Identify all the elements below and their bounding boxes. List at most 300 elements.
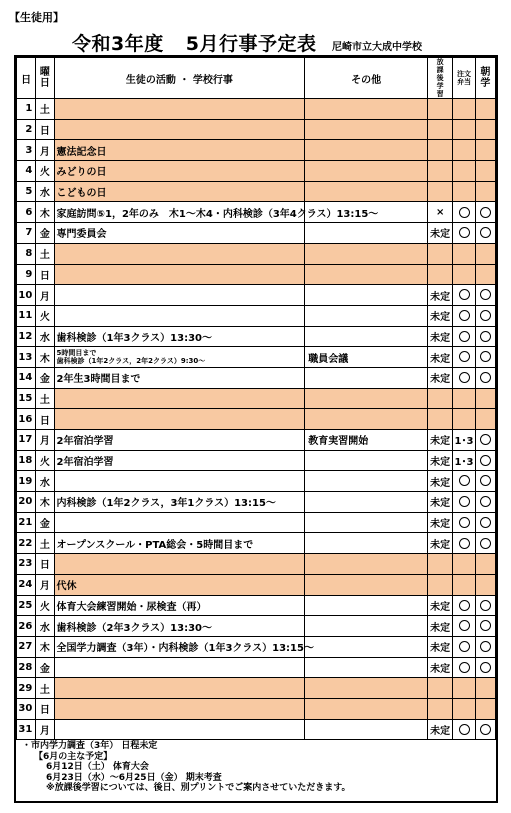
- other-cell: [305, 326, 428, 347]
- title-year: 令和3年度: [72, 33, 164, 55]
- weekday: 土: [36, 243, 54, 264]
- day-row: [17, 492, 496, 513]
- day-number: 29: [17, 678, 36, 699]
- weekday: 月: [36, 285, 54, 306]
- bento-cell: [453, 119, 475, 140]
- other-cell: [305, 450, 428, 471]
- after-school-cell: 未定: [427, 533, 452, 554]
- circle-mark-icon: [459, 475, 470, 486]
- after-school-cell: 未定: [427, 367, 452, 388]
- other-cell: [305, 243, 428, 264]
- day-row: [17, 471, 496, 492]
- breakfast-cell: [475, 326, 495, 347]
- day-number: 2: [17, 119, 36, 140]
- weekday: 土: [36, 678, 54, 699]
- after-school-cell: [427, 119, 452, 140]
- breakfast-cell: [475, 719, 495, 740]
- after-school-cell: [427, 409, 452, 430]
- day-row: [17, 698, 496, 719]
- day-row: [17, 636, 496, 657]
- day-number: 18: [17, 450, 36, 471]
- weekday: 木: [36, 636, 54, 657]
- day-row: [17, 388, 496, 409]
- after-school-cell: 未定: [427, 450, 452, 471]
- day-number: 17: [17, 430, 36, 451]
- circle-mark-icon: [459, 538, 470, 549]
- other-cell: [305, 657, 428, 678]
- breakfast-cell: [475, 140, 495, 161]
- activity-cell: みどりの日: [54, 161, 305, 182]
- circle-mark-icon: [459, 372, 470, 383]
- weekday: 日: [36, 264, 54, 285]
- circle-mark-icon: [480, 331, 491, 342]
- day-number: 27: [17, 636, 36, 657]
- breakfast-cell: [475, 223, 495, 244]
- after-school-cell: 未定: [427, 512, 452, 533]
- school-name: 尼崎市立大成中学校: [332, 42, 422, 53]
- other-cell: [305, 161, 428, 182]
- weekday: 金: [36, 657, 54, 678]
- activity-line: 5時間目まで: [56, 349, 97, 358]
- after-school-cell: [427, 574, 452, 595]
- weekday: 日: [36, 554, 54, 575]
- day-number: 12: [17, 326, 36, 347]
- circle-mark-icon: [480, 517, 491, 528]
- other-cell: [305, 223, 428, 244]
- bento-cell: [453, 264, 475, 285]
- other-cell: [305, 305, 428, 326]
- circle-mark-icon: [459, 310, 470, 321]
- activity-cell: 歯科検診（2年3クラス）13:30～: [54, 616, 305, 637]
- bento-cell: [453, 326, 475, 347]
- breakfast-cell: [475, 657, 495, 678]
- after-school-cell: [427, 140, 452, 161]
- footer-note: ※放課後学習については、後日、別プリントでご案内させていただきます。: [46, 783, 351, 793]
- after-school-cell: 未定: [427, 223, 452, 244]
- other-cell: [305, 367, 428, 388]
- activity-cell: 内科検診（1年2クラス，3年1クラス）13:15～: [54, 492, 305, 513]
- day-number: 23: [17, 554, 36, 575]
- weekday: 木: [36, 347, 54, 368]
- weekday: 水: [36, 326, 54, 347]
- day-row: [17, 223, 496, 244]
- breakfast-cell: [475, 450, 495, 471]
- footer-notes: [16, 741, 492, 794]
- day-number: 8: [17, 243, 36, 264]
- circle-mark-icon: [459, 289, 470, 300]
- day-number: 15: [17, 388, 36, 409]
- day-number: 6: [17, 202, 36, 223]
- circle-mark-icon: [480, 310, 491, 321]
- day-number: 11: [17, 305, 36, 326]
- day-number: 16: [17, 409, 36, 430]
- breakfast-cell: [475, 678, 495, 699]
- after-school-cell: 未定: [427, 492, 452, 513]
- bento-cell: [453, 223, 475, 244]
- day-number: 31: [17, 719, 36, 740]
- weekday: 土: [36, 388, 54, 409]
- after-school-cell: 未定: [427, 595, 452, 616]
- activity-cell: [54, 554, 305, 575]
- circle-mark-icon: [480, 289, 491, 300]
- day-number: 3: [17, 140, 36, 161]
- weekday: 木: [36, 202, 54, 223]
- day-row: [17, 367, 496, 388]
- circle-mark-icon: [459, 331, 470, 342]
- breakfast-cell: [475, 409, 495, 430]
- circle-mark-icon: [480, 538, 491, 549]
- other-cell: [305, 285, 428, 306]
- weekday: 月: [36, 574, 54, 595]
- breakfast-cell: [475, 243, 495, 264]
- day-row: [17, 533, 496, 554]
- breakfast-cell: [475, 264, 495, 285]
- other-cell: [305, 181, 428, 202]
- weekday: 月: [36, 719, 54, 740]
- other-cell: [305, 492, 428, 513]
- weekday: 土: [36, 533, 54, 554]
- other-cell: [305, 574, 428, 595]
- activity-cell: 専門委員会: [54, 223, 305, 244]
- activity-cell: 家庭訪問⑤1，2年のみ 木1～木4・内科検診（3年4クラス）13:15～: [54, 202, 305, 223]
- bento-cell: [453, 574, 475, 595]
- circle-mark-icon: [459, 600, 470, 611]
- activity-cell: [54, 243, 305, 264]
- other-cell: [305, 409, 428, 430]
- weekday: 金: [36, 512, 54, 533]
- activity-cell: [54, 119, 305, 140]
- footer-note: ・市内学力調査（3年） 日程未定: [22, 741, 158, 751]
- activity-cell: 体育大会練習開始・尿検査（再）: [54, 595, 305, 616]
- other-cell: [305, 719, 428, 740]
- day-row: [17, 243, 496, 264]
- activity-cell: 代休: [54, 574, 305, 595]
- day-row: [17, 119, 496, 140]
- other-cell: [305, 99, 428, 120]
- after-school-cell: [427, 554, 452, 575]
- bento-cell: [453, 161, 475, 182]
- after-school-cell: [427, 264, 452, 285]
- activity-cell: [54, 285, 305, 306]
- day-number: 1: [17, 99, 36, 120]
- circle-mark-icon: [459, 496, 470, 507]
- weekday: 日: [36, 698, 54, 719]
- footer-note: 6月12日（土） 体育大会: [46, 762, 149, 772]
- title-name: 5月行事予定表: [185, 33, 317, 55]
- after-school-cell: 未定: [427, 347, 452, 368]
- day-number: 13: [17, 347, 36, 368]
- bento-cell: [453, 471, 475, 492]
- breakfast-cell: [475, 202, 495, 223]
- breakfast-cell: [475, 119, 495, 140]
- bento-cell: 1･3: [453, 450, 475, 471]
- activity-cell: [54, 657, 305, 678]
- after-school-cell: 未定: [427, 285, 452, 306]
- after-school-cell: ×: [427, 202, 452, 223]
- circle-mark-icon: [480, 227, 491, 238]
- day-row: [17, 181, 496, 202]
- day-row: [17, 285, 496, 306]
- day-row: [17, 264, 496, 285]
- day-row: [17, 326, 496, 347]
- day-number: 28: [17, 657, 36, 678]
- breakfast-cell: [475, 616, 495, 637]
- activity-cell: 全国学力調査（3年）・内科検診（1年3クラス）13:15～: [54, 636, 305, 657]
- day-number: 25: [17, 595, 36, 616]
- day-row: [17, 99, 496, 120]
- header-breakfast: 朝 学: [475, 58, 495, 99]
- bento-cell: [453, 140, 475, 161]
- other-cell: [305, 636, 428, 657]
- after-school-cell: [427, 243, 452, 264]
- after-school-cell: [427, 181, 452, 202]
- weekday: 火: [36, 595, 54, 616]
- activity-cell: [54, 409, 305, 430]
- bento-cell: [453, 657, 475, 678]
- activity-cell: 2年生3時間目まで: [54, 367, 305, 388]
- circle-mark-icon: [459, 724, 470, 735]
- activity-cell: [54, 678, 305, 699]
- header-day: 日: [17, 58, 36, 99]
- circle-mark-icon: [480, 620, 491, 631]
- circle-mark-icon: [480, 724, 491, 735]
- day-number: 22: [17, 533, 36, 554]
- day-number: 19: [17, 471, 36, 492]
- weekday: 金: [36, 223, 54, 244]
- breakfast-cell: [475, 512, 495, 533]
- other-cell: [305, 533, 428, 554]
- page-title: [72, 29, 316, 56]
- day-number: 10: [17, 285, 36, 306]
- after-school-cell: [427, 388, 452, 409]
- bento-cell: [453, 181, 475, 202]
- other-cell: 職員会議: [305, 347, 428, 368]
- schedule-table: [16, 57, 496, 740]
- bento-cell: [453, 636, 475, 657]
- activity-cell: オープンスクール・PTA総会・5時間目まで: [54, 533, 305, 554]
- circle-mark-icon: [480, 475, 491, 486]
- bento-cell: [453, 698, 475, 719]
- day-row: [17, 161, 496, 182]
- bento-cell: [453, 533, 475, 554]
- weekday: 木: [36, 492, 54, 513]
- weekday: 日: [36, 409, 54, 430]
- circle-mark-icon: [459, 620, 470, 631]
- day-row: [17, 719, 496, 740]
- day-row: [17, 657, 496, 678]
- breakfast-cell: [475, 595, 495, 616]
- other-cell: [305, 554, 428, 575]
- other-cell: [305, 595, 428, 616]
- activity-cell: [54, 698, 305, 719]
- day-number: 24: [17, 574, 36, 595]
- bento-cell: [453, 99, 475, 120]
- weekday: 土: [36, 99, 54, 120]
- day-row: [17, 616, 496, 637]
- after-school-cell: [427, 678, 452, 699]
- circle-mark-icon: [480, 372, 491, 383]
- header-bento: 注文 弁当: [453, 58, 475, 99]
- breakfast-cell: [475, 533, 495, 554]
- day-row: [17, 430, 496, 451]
- breakfast-cell: [475, 554, 495, 575]
- day-row: [17, 512, 496, 533]
- day-number: 9: [17, 264, 36, 285]
- activity-cell: [54, 471, 305, 492]
- breakfast-cell: [475, 181, 495, 202]
- breakfast-cell: [475, 367, 495, 388]
- breakfast-cell: [475, 161, 495, 182]
- weekday: 金: [36, 367, 54, 388]
- circle-mark-icon: [480, 351, 491, 362]
- day-row: [17, 678, 496, 699]
- day-row: [17, 595, 496, 616]
- breakfast-cell: [475, 347, 495, 368]
- weekday: 火: [36, 161, 54, 182]
- weekday: 火: [36, 450, 54, 471]
- footer-note: 6月23日（水）～6月25日（金） 期末考査: [46, 772, 222, 783]
- breakfast-cell: [475, 285, 495, 306]
- after-school-cell: 未定: [427, 326, 452, 347]
- bento-cell: [453, 202, 475, 223]
- header-activities: 生徒の活動 ・ 学校行事: [54, 58, 305, 99]
- circle-mark-icon: [480, 434, 491, 445]
- breakfast-cell: [475, 471, 495, 492]
- after-school-cell: [427, 698, 452, 719]
- breakfast-cell: [475, 99, 495, 120]
- footer-note: 【6月の主な予定】: [34, 751, 113, 762]
- activity-cell: [54, 388, 305, 409]
- other-cell: [305, 388, 428, 409]
- activity-cell: 2年宿泊学習: [54, 450, 305, 471]
- weekday: 水: [36, 181, 54, 202]
- activity-line: 歯科検診（1年2クラス，2年2クラス）9:30～: [56, 357, 206, 366]
- activity-cell: [54, 264, 305, 285]
- header-after-school: 放 課 後 学 習: [427, 58, 452, 99]
- after-school-cell: 未定: [427, 636, 452, 657]
- circle-mark-icon: [480, 641, 491, 652]
- day-row: [17, 202, 496, 223]
- activity-cell: こどもの日: [54, 181, 305, 202]
- other-cell: [305, 140, 428, 161]
- day-number: 14: [17, 367, 36, 388]
- day-number: 21: [17, 512, 36, 533]
- activity-cell: [54, 305, 305, 326]
- bento-cell: [453, 492, 475, 513]
- breakfast-cell: [475, 305, 495, 326]
- other-cell: [305, 698, 428, 719]
- breakfast-cell: [475, 430, 495, 451]
- weekday: 火: [36, 305, 54, 326]
- bento-cell: [453, 616, 475, 637]
- weekday: 水: [36, 471, 54, 492]
- after-school-cell: 未定: [427, 719, 452, 740]
- activity-cell: [54, 99, 305, 120]
- breakfast-cell: [475, 698, 495, 719]
- other-cell: [305, 264, 428, 285]
- activity-cell: [54, 512, 305, 533]
- bento-cell: [453, 409, 475, 430]
- other-cell: [305, 616, 428, 637]
- bento-cell: [453, 595, 475, 616]
- weekday: 水: [36, 616, 54, 637]
- bento-cell: [453, 554, 475, 575]
- bento-cell: 1･3: [453, 430, 475, 451]
- bento-cell: [453, 347, 475, 368]
- other-cell: [305, 471, 428, 492]
- after-school-cell: 未定: [427, 471, 452, 492]
- weekday: 日: [36, 119, 54, 140]
- bento-cell: [453, 243, 475, 264]
- after-school-cell: 未定: [427, 305, 452, 326]
- day-row: [17, 554, 496, 575]
- circle-mark-icon: [480, 662, 491, 673]
- day-row: [17, 305, 496, 326]
- other-cell: 教育実習開始: [305, 430, 428, 451]
- activity-cell: 2年宿泊学習: [54, 430, 305, 451]
- day-row: [17, 450, 496, 471]
- breakfast-cell: [475, 388, 495, 409]
- activity-cell: [54, 347, 305, 368]
- bento-cell: [453, 305, 475, 326]
- circle-mark-icon: [459, 662, 470, 673]
- activity-cell: 憲法記念日: [54, 140, 305, 161]
- circle-mark-icon: [480, 496, 491, 507]
- other-cell: [305, 678, 428, 699]
- bento-cell: [453, 678, 475, 699]
- activity-cell: 歯科検診（1年3クラス）13:30～: [54, 326, 305, 347]
- other-cell: [305, 119, 428, 140]
- circle-mark-icon: [459, 207, 470, 218]
- circle-mark-icon: [459, 351, 470, 362]
- header-weekday: 曜 日: [36, 58, 54, 99]
- bento-cell: [453, 719, 475, 740]
- day-row: [17, 140, 496, 161]
- weekday: 月: [36, 140, 54, 161]
- circle-mark-icon: [459, 227, 470, 238]
- circle-mark-icon: [480, 455, 491, 466]
- day-number: 30: [17, 698, 36, 719]
- other-cell: [305, 512, 428, 533]
- header-other: その他: [305, 58, 428, 99]
- circle-mark-icon: [480, 207, 491, 218]
- schedule-frame: [14, 55, 498, 803]
- circle-mark-icon: [459, 641, 470, 652]
- weekday: 月: [36, 430, 54, 451]
- after-school-cell: 未定: [427, 430, 452, 451]
- day-number: 20: [17, 492, 36, 513]
- breakfast-cell: [475, 636, 495, 657]
- bento-cell: [453, 367, 475, 388]
- day-row: [17, 409, 496, 430]
- circle-mark-icon: [459, 517, 470, 528]
- day-number: 4: [17, 161, 36, 182]
- bento-cell: [453, 512, 475, 533]
- activity-cell: [54, 719, 305, 740]
- bento-cell: [453, 388, 475, 409]
- audience-tag: 【生徒用】: [9, 11, 64, 24]
- day-number: 26: [17, 616, 36, 637]
- after-school-cell: [427, 99, 452, 120]
- day-row: [17, 574, 496, 595]
- circle-mark-icon: [480, 600, 491, 611]
- breakfast-cell: [475, 574, 495, 595]
- header-row: [17, 58, 496, 99]
- after-school-cell: 未定: [427, 616, 452, 637]
- after-school-cell: [427, 161, 452, 182]
- day-number: 5: [17, 181, 36, 202]
- breakfast-cell: [475, 492, 495, 513]
